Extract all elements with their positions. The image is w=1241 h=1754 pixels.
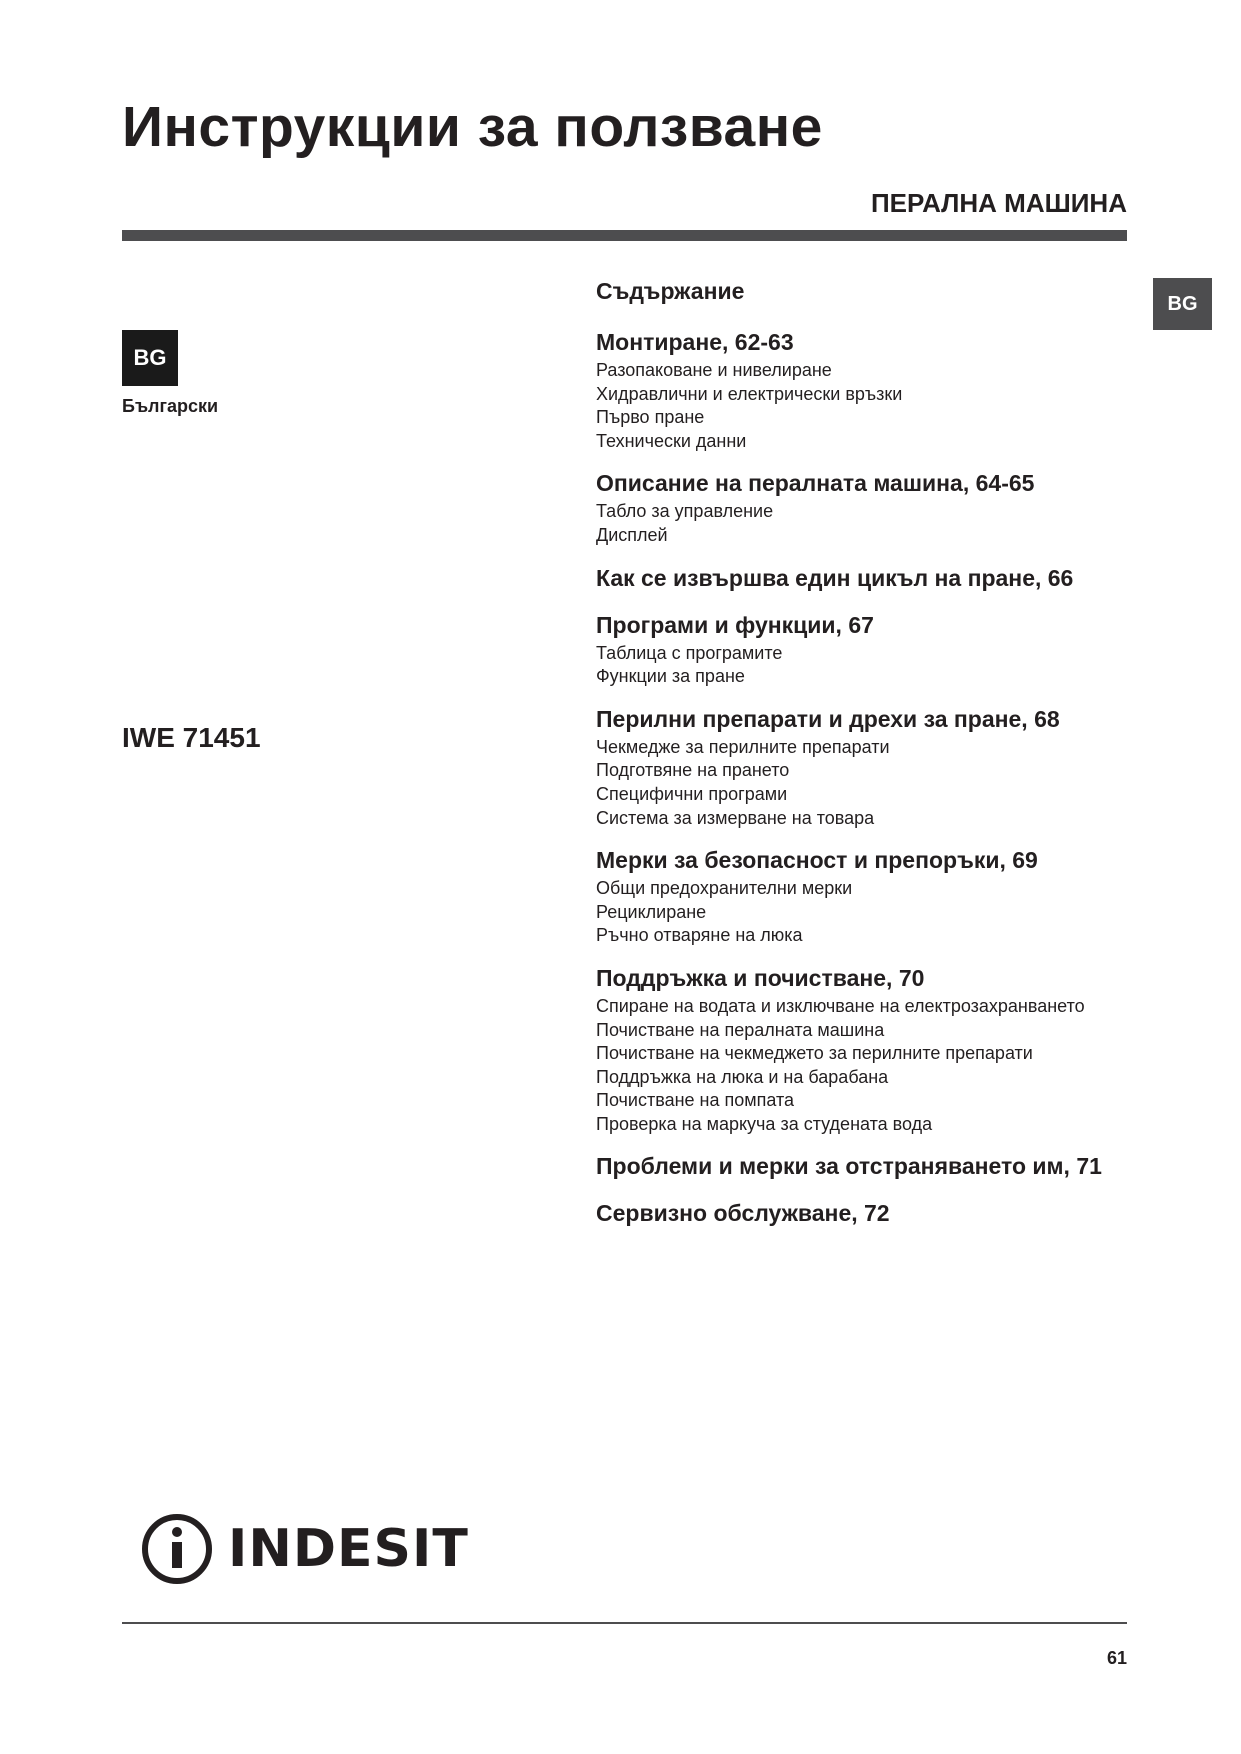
toc-section (596, 325, 1156, 453)
model-number: IWE 71451 (122, 722, 261, 753)
toc-section-heading: Мерки за безопасност и препоръки, 69 (596, 847, 1038, 874)
table-of-contents (596, 274, 1156, 1243)
brand-name: INDESIT (228, 1519, 469, 1579)
toc-section (596, 1149, 1156, 1183)
product-type-subtitle: ПЕРАЛНА МАШИНА (870, 188, 1127, 218)
toc-section-heading: Проблеми и мерки за отстраняването им, 71 (596, 1153, 1102, 1180)
toc-subsection-item: Система за измерване на товара (596, 807, 875, 828)
toc-section-heading: Програми и функции, 67 (596, 611, 874, 638)
toc-section-heading: Сервизно обслужване, 72 (596, 1200, 890, 1227)
toc-subsection-item: Таблица с програмите (596, 642, 783, 663)
toc-section-heading: Монтиране, 62-63 (596, 329, 794, 355)
toc-subsection-item: Поддръжка на люка и на барабана (596, 1066, 889, 1087)
toc-section-heading: Описание на пералната машина, 64-65 (596, 470, 1035, 497)
toc-subsection-item: Спиране на водата и изключване на електрозахранването (596, 995, 1085, 1016)
language-side-tab: BG (1153, 278, 1212, 330)
toc-section-heading: Как се извършва един цикъл на пране, 66 (596, 564, 1074, 591)
toc-section-heading: Поддръжка и почистване, 70 (596, 964, 925, 991)
toc-subsection-item: Първо пране (596, 407, 705, 428)
toc-subsection-item: Чекмедже за перилните препарати (596, 736, 890, 757)
toc-subsection-item: Рециклиране (596, 901, 707, 922)
page-number: 61 (1106, 1648, 1127, 1668)
language-badge: BG (122, 330, 178, 386)
toc-section (596, 466, 1156, 547)
toc-title: Съдържание (596, 278, 745, 304)
language-name: Български (122, 396, 219, 416)
toc-subsection-item: Ръчно отваряне на люка (596, 925, 803, 946)
toc-subsection-item: Функции за пране (596, 666, 745, 687)
toc-subsection-item: Разопаковане и нивелиране (596, 360, 832, 380)
indesit-info-icon (140, 1512, 214, 1586)
toc-section-heading: Перилни препарати и дрехи за пране, 68 (596, 705, 1060, 732)
toc-section-list (596, 325, 1156, 1230)
brand-logo (140, 1512, 469, 1586)
toc-subsection-item: Специфични програми (596, 783, 788, 804)
footer-divider (122, 1622, 1127, 1624)
toc-section (596, 843, 1156, 948)
page-title: Инструкции за ползване (122, 95, 823, 159)
toc-subsection-item: Дисплей (596, 524, 668, 545)
toc-subsection-item: Проверка на маркуча за студената вода (596, 1113, 933, 1134)
header-divider (122, 230, 1127, 241)
toc-subsection-item: Подготвяне на прането (596, 760, 790, 781)
toc-subsection-item: Технически данни (596, 430, 747, 451)
toc-subsection-item: Почистване на чекмеджето за перилните препарати (596, 1043, 1033, 1064)
toc-subsection-item: Почистване на пералната машина (596, 1019, 885, 1040)
toc-subsection-item: Общи предохранителни мерки (596, 878, 853, 899)
toc-section (596, 561, 1156, 595)
toc-subsection-item: Табло за управление (596, 501, 774, 522)
toc-section (596, 702, 1156, 830)
toc-section (596, 961, 1156, 1137)
toc-section (596, 1196, 1156, 1230)
toc-subsection-item: Почистване на помпата (596, 1090, 795, 1111)
toc-section (596, 608, 1156, 689)
toc-subsection-item: Хидравлични и електрически връзки (596, 383, 903, 404)
